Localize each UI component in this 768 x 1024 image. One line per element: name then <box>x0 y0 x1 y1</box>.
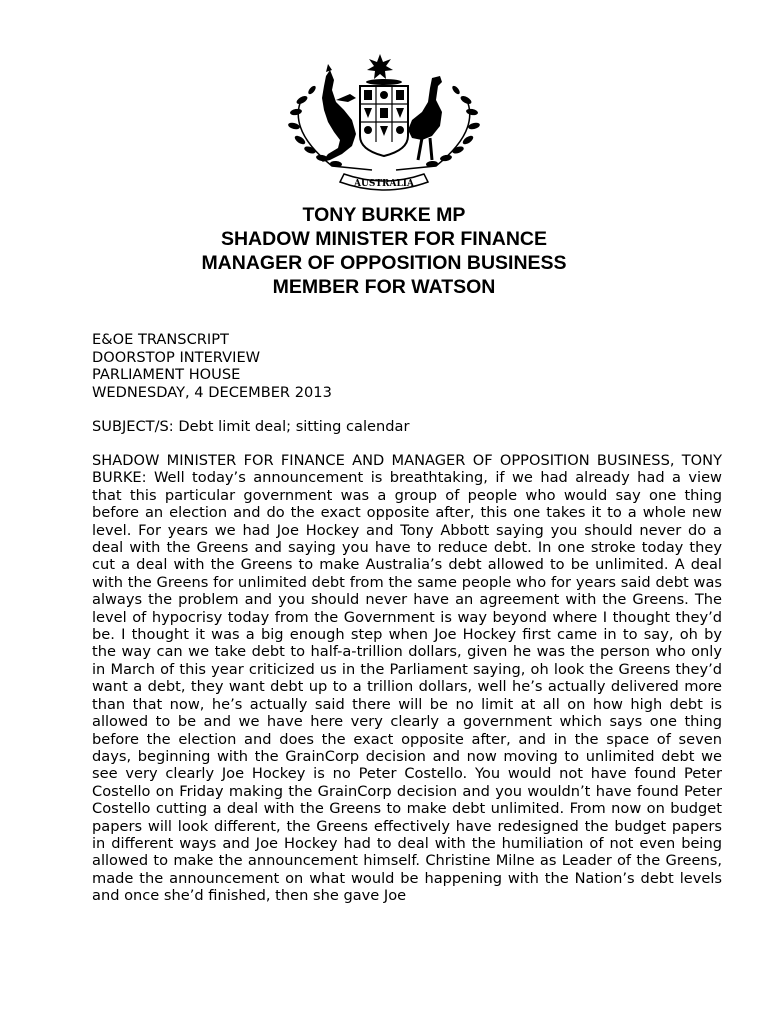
crest-scroll-text: AUSTRALIA <box>353 179 415 189</box>
heading-electorate: MEMBER FOR WATSON <box>272 276 496 298</box>
transcript-body <box>92 452 722 905</box>
heading-role-finance: SHADOW MINISTER FOR FINANCE <box>220 228 548 250</box>
meta-interview-type: DOORSTOP INTERVIEW <box>92 348 261 366</box>
transcript-meta <box>92 331 332 401</box>
coat-of-arms-icon <box>272 50 496 202</box>
meta-location: PARLIAMENT HOUSE <box>92 366 241 383</box>
page-heading <box>0 203 768 299</box>
subject-label: SUBJECT/S: <box>92 418 174 435</box>
meta-date: WEDNESDAY, 4 DECEMBER 2013 <box>92 383 332 401</box>
speaker-label: SHADOW MINISTER FOR FINANCE AND MANAGER OF OPPOSITION BUSINESS, TONY BURKE: <box>92 452 722 487</box>
subject-line <box>92 418 409 436</box>
meta-transcript-type: E&OE TRANSCRIPT <box>92 331 229 348</box>
heading-role-opposition: MANAGER OF OPPOSITION BUSINESS <box>201 252 567 274</box>
subject-text: Debt limit deal; sitting calendar <box>173 418 410 435</box>
transcript-text: Well today’s announcement is breathtaking, if we had already had a view that this particular government was a group of people who would say one thing before an election and do the exact opposite after, this one takes it to a whole new level. For years we had Joe Hockey and Tony Abbott saying you should never do a deal with the Greens and saying you have to reduce debt. In one stroke today they cut a deal with the Greens to make Australia’s debt allowed to be unlimited. A deal with the Greens for unlimited debt from the same people who for years said debt was always the problem and you should never have an agreement with the Greens. The level of hypocrisy today from the Government is way beyond where I thought they’d be. I thought it was a big enough step when Joe Hockey first came in to say, oh by the way can we take debt to half-a-trillion dollars, given he was the person who only in March of this year criticized us in the Parliament saying, oh look the Greens they’d want a debt, they want debt up to a trillion dollars, well he’s actually delivered more than that now, he’s actually said there will be no limit at all on how high debt is allowed to be and we have here very clearly a government which says one thing before the election and does the exact opposite after, and in the space of seven days, beginning with the GrainCorp decision and now moving to unlimited debt we see very clearly Joe Hockey is no Peter Costello. You would not have found Peter Costello on Friday making the GrainCorp decision and you wouldn’t have found Peter Costello cutting a deal with the Greens to make debt unlimited. From now on budget papers will look different, the Greens effectively have redesigned the budget papers in different ways and Joe Hockey had to deal with the humiliation of not even being allowed to make the announcement himself. Christine Milne as Leader of the Greens, made the announcement on what would be happening with the Nation’s debt levels and once she’d finished, then she gave Joe <box>92 469 722 905</box>
heading-name: TONY BURKE MP <box>302 204 466 226</box>
